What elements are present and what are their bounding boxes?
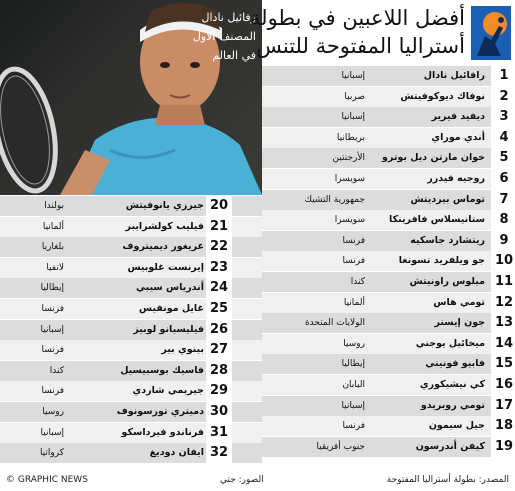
player-name: فيليسيانو لوبيز	[133, 323, 204, 335]
caption-line: رفائيل نادال	[201, 11, 256, 24]
player-name: ستانيسلاس فافرينكا	[389, 214, 485, 226]
table-row	[262, 107, 515, 127]
player-rank: 26	[209, 321, 229, 337]
table-row	[0, 423, 262, 443]
copyright: © GRAPHIC NEWS	[6, 475, 88, 485]
table-row	[262, 272, 515, 292]
table-row	[262, 169, 515, 189]
player-rank: 7	[499, 191, 509, 207]
player-name: جيل سيمون	[428, 420, 485, 432]
player-rank: 11	[494, 274, 514, 289]
player-country: سويسرا	[334, 174, 365, 184]
player-name: أندي موراي	[431, 131, 485, 143]
player-rank: 6	[499, 171, 509, 186]
player-name: خوان مارتن ديل بوترو	[382, 152, 485, 164]
player-country: بلغاريا	[41, 242, 64, 253]
player-country: الولايات المتحدة	[304, 318, 365, 329]
player-name: فاسيك بوسبيسيل	[120, 364, 204, 376]
photo-credit: الصور: جتي	[220, 475, 264, 485]
player-country: جنوب أفريقيا	[316, 441, 365, 452]
player-rank: 30	[209, 404, 229, 419]
player-name: نوفاك ديوكوفيتش	[400, 90, 485, 102]
table-row	[262, 416, 515, 436]
table-row	[0, 258, 262, 278]
player-rank: 27	[209, 342, 229, 358]
player-rank: 28	[209, 362, 229, 378]
player-name: فرناندو فيرداسكو	[121, 426, 204, 438]
caption-line: في العالم	[212, 49, 256, 62]
player-name: جيرزي يانوفيتش	[125, 200, 204, 211]
player-rank: 23	[209, 259, 229, 275]
player-country: ألمانيا	[343, 297, 365, 308]
player-rank: 1	[499, 68, 509, 83]
player-country: كرواتيا	[39, 448, 64, 459]
player-rank: 31	[209, 424, 229, 440]
table-row	[262, 148, 515, 168]
table-row	[0, 443, 262, 463]
player-country: جمهورية التشيك	[304, 194, 365, 205]
player-rank: 18	[494, 418, 514, 434]
player-name: كي نيشيكوري	[419, 379, 485, 390]
player-name: غايل مونفيس	[139, 303, 204, 314]
player-name: توماس بيرديتش	[410, 193, 485, 205]
player-country: فرنسا	[342, 256, 365, 267]
player-name: تومي روبريدو	[420, 399, 485, 411]
table-row	[0, 320, 262, 340]
player-country: إسبانيا	[40, 427, 64, 438]
player-name: بينوي بير	[161, 344, 204, 356]
player-name: رافائيل نادال	[423, 70, 485, 81]
player-rank: 9	[499, 232, 509, 248]
player-rank: 10	[494, 253, 514, 269]
header	[249, 0, 515, 66]
player-rank: 15	[494, 356, 514, 372]
table-row	[0, 278, 262, 298]
table-row	[262, 375, 515, 395]
table-row	[262, 437, 515, 457]
player-rank: 32	[209, 445, 229, 461]
player-country: فرنسا	[342, 235, 365, 246]
photo-caption	[176, 8, 256, 65]
player-country: ألمانيا	[42, 221, 64, 232]
player-country: كندا	[350, 277, 365, 287]
player-country: إسبانيا	[40, 324, 64, 335]
player-rank: 16	[494, 377, 514, 392]
player-name: كيفن أندرسون	[415, 440, 485, 452]
page-title	[249, 4, 465, 60]
table-row	[262, 66, 515, 86]
player-country: سويسرا	[334, 215, 365, 226]
player-name: تومي هاس	[433, 296, 485, 308]
player-rank: 22	[209, 239, 229, 255]
title-line: أفضل اللاعبين في بطولة	[249, 6, 465, 30]
player-name: فابيو فونيني	[425, 358, 485, 370]
australian-open-logo-icon	[471, 6, 511, 60]
player-country: فرنسا	[41, 345, 64, 356]
player-rank: 13	[494, 315, 514, 331]
player-country: فرنسا	[41, 386, 64, 397]
table-row	[0, 402, 262, 422]
player-rank: 17	[494, 397, 514, 413]
player-rank: 19	[494, 438, 514, 454]
player-rank: 21	[209, 218, 229, 234]
table-row	[262, 87, 515, 107]
player-country: كندا	[49, 365, 64, 376]
player-photo	[0, 0, 262, 195]
table-row	[0, 299, 262, 319]
table-row	[0, 237, 262, 257]
player-name: ايفان دوديغ	[149, 447, 204, 459]
table-row	[262, 293, 515, 313]
table-row	[0, 217, 262, 237]
player-country: فرنسا	[342, 421, 365, 432]
player-country: صربيا	[344, 91, 365, 102]
player-country: الأرجنتين	[332, 153, 365, 164]
player-country: بولندا	[44, 201, 64, 211]
player-country: إسبانيا	[341, 112, 365, 123]
player-rank: 20	[209, 198, 229, 213]
table-row	[0, 381, 262, 401]
player-rank: 29	[209, 383, 229, 399]
table-row	[262, 396, 515, 416]
caption-line: المصنف الأول	[192, 30, 256, 43]
player-name: ريتشارد جاسكيه	[410, 234, 485, 246]
table-row	[262, 334, 515, 354]
player-name: إيرنست غلوبيس	[127, 261, 204, 273]
player-country: روسيا	[343, 338, 365, 349]
player-rank: 3	[499, 109, 509, 125]
table-row	[262, 231, 515, 251]
table-row	[0, 361, 262, 381]
player-country: إسبانيا	[341, 400, 365, 411]
player-rank: 12	[494, 294, 514, 310]
table-row	[0, 196, 262, 216]
player-name: ميخائيل يوجني	[415, 337, 485, 349]
player-name: جون إيسنر	[434, 317, 485, 329]
player-rank: 2	[499, 88, 509, 104]
player-country: إيطاليا	[40, 283, 64, 294]
player-rank: 25	[209, 301, 229, 316]
player-name: غريغور ديميتروف	[122, 241, 204, 253]
player-name: دميتري تورسونوف	[116, 406, 204, 417]
source: المصدر: بطولة أستراليا المفتوحة	[386, 475, 509, 485]
player-name: ميلوس راونيتش	[409, 276, 485, 287]
player-rank: 14	[494, 335, 514, 351]
table-row	[262, 251, 515, 271]
table-row	[262, 210, 515, 230]
player-country: اليابان	[342, 380, 365, 390]
player-rank: 8	[499, 212, 509, 228]
player-country: لاتفيا	[46, 262, 64, 273]
footer	[0, 470, 515, 491]
player-country: إسبانيا	[341, 71, 365, 81]
table-row	[0, 340, 262, 360]
player-name: فيليب كولشرايبر	[125, 220, 204, 232]
player-rank: 5	[499, 150, 509, 166]
player-name: أندرياس سيبي	[135, 282, 204, 294]
player-rank: 24	[209, 280, 229, 296]
title-line: أستراليا المفتوحة للتنس	[256, 34, 465, 58]
table-row	[262, 354, 515, 374]
player-name: روجيه فيدرر	[427, 173, 485, 184]
table-row	[262, 128, 515, 148]
player-name: ديفيد فيرير	[431, 111, 485, 123]
player-country: بريطانيا	[336, 132, 365, 143]
player-country: فرنسا	[41, 304, 64, 314]
player-name: جو ويلفريد تسونغا	[398, 255, 485, 267]
player-name: جيريمي شاردي	[132, 385, 204, 397]
table-row	[262, 190, 515, 210]
table-row	[262, 313, 515, 333]
player-country: إيطاليا	[341, 359, 365, 370]
player-country: روسيا	[42, 407, 64, 417]
player-rank: 4	[499, 129, 509, 145]
